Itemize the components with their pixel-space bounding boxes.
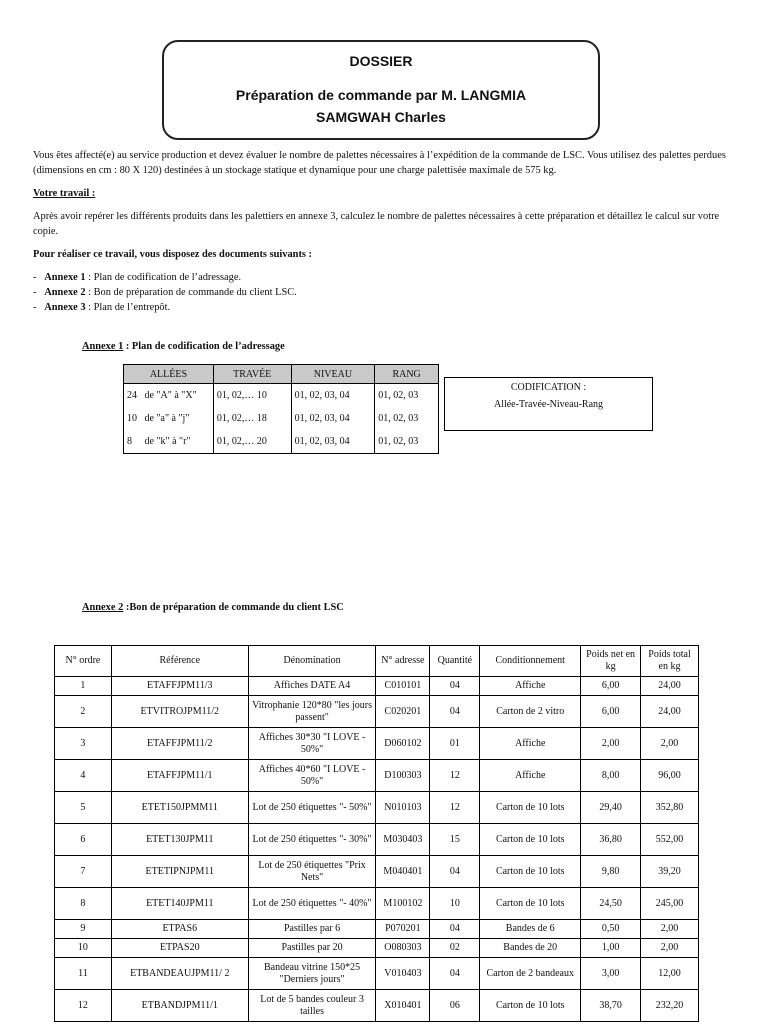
- table-cell: Vitrophanie 120*80 "les jours passent": [248, 696, 376, 728]
- table-cell: M100102: [376, 888, 430, 920]
- adressage-header-row: [124, 365, 439, 384]
- table-cell: 01, 02, 03: [375, 430, 439, 454]
- votre-travail-heading: Votre travail :: [33, 188, 96, 199]
- table-cell: Lot de 250 étiquettes "- 50%": [248, 792, 376, 824]
- table-cell: 36,80: [581, 824, 641, 856]
- table-cell: 7: [55, 856, 112, 888]
- table-cell: 245,00: [641, 888, 699, 920]
- header-cell: RANG: [375, 365, 439, 384]
- adressage-table: [123, 364, 439, 454]
- table-cell: 01, 02, 03, 04: [291, 407, 375, 430]
- table-cell: ETBANDJPM11/1: [111, 990, 248, 1022]
- table-cell: 15: [430, 824, 480, 856]
- table-cell: 06: [430, 990, 480, 1022]
- header-cell: Quantité: [430, 646, 480, 677]
- table-cell: 6,00: [581, 696, 641, 728]
- table-cell: 04: [430, 920, 480, 939]
- table-cell: P070201: [376, 920, 430, 939]
- table-cell: 24,50: [581, 888, 641, 920]
- table-cell: 01, 02, 03: [375, 384, 439, 408]
- table-cell: 01: [430, 728, 480, 760]
- table-cell: 12: [430, 760, 480, 792]
- table-cell: 10: [55, 939, 112, 958]
- table-row: [55, 920, 699, 939]
- table-row: [55, 696, 699, 728]
- table-cell: Lot de 250 étiquettes "- 40%": [248, 888, 376, 920]
- table-cell: 3: [55, 728, 112, 760]
- table-cell: 8,00: [581, 760, 641, 792]
- annexe1-title: [82, 339, 285, 354]
- header-cell: N° adresse: [376, 646, 430, 677]
- table-cell: ETVITROJPM11/2: [111, 696, 248, 728]
- table-row: [55, 760, 699, 792]
- annexe2-label: Annexe 2: [82, 602, 124, 613]
- table-cell: ETAFFJPM11/1: [111, 760, 248, 792]
- table-cell: Pastilles par 20: [248, 939, 376, 958]
- annexe2-title-text: :Bon de préparation de commande du client LSC: [123, 602, 344, 613]
- table-cell: Carton de 10 lots: [480, 792, 581, 824]
- table-cell: 4: [55, 760, 112, 792]
- table-cell: 552,00: [641, 824, 699, 856]
- documents-list: [33, 270, 297, 315]
- dossier-subtitle-line1: Préparation de commande par M. LANGMIA: [235, 87, 527, 103]
- adressage-row: [124, 384, 439, 408]
- header-cell: Conditionnement: [480, 646, 581, 677]
- intro-text-emphasis: expédition de la commande de LSC: [433, 150, 582, 161]
- intro-text-2: . Vous utilisez des palettes perdues (dimensions en cm : 80 X 120) destinées à un stockage statique et dynamique pour une charge palettisée maximale de 575 kg.: [33, 150, 726, 176]
- table-cell: 01, 02,… 10: [213, 384, 291, 408]
- table-row: [55, 990, 699, 1022]
- table-cell: 2,00: [641, 728, 699, 760]
- task-paragraph: Après avoir repérer les différents produits dans les palettiers en annexe 3, calculez le nombre de palettes nécessaires à cette préparation et détaillez le calcul sur votre copie.: [33, 211, 720, 237]
- table-cell: 01, 02, 03: [375, 407, 439, 430]
- table-cell: 29,40: [581, 792, 641, 824]
- table-cell: O080303: [376, 939, 430, 958]
- table-cell: 12: [430, 792, 480, 824]
- table-cell: 01, 02, 03, 04: [291, 384, 375, 408]
- table-cell: Affiches DATE A4: [248, 677, 376, 696]
- table-cell: D060102: [376, 728, 430, 760]
- table-cell: 8: [55, 888, 112, 920]
- table-cell: D100303: [376, 760, 430, 792]
- table-cell: N010103: [376, 792, 430, 824]
- annexe1-title-text: : Plan de codification de l’adressage: [123, 341, 285, 352]
- table-cell: ETET150JPMM11: [111, 792, 248, 824]
- table-cell: 02: [430, 939, 480, 958]
- table-cell: 5: [55, 792, 112, 824]
- documents-list-item: - Annexe 2 : Bon de préparation de commande du client LSC.: [33, 287, 297, 298]
- table-cell: Bandeau vitrine 150*25 "Derniers jours": [248, 958, 376, 990]
- table-cell: 1: [55, 677, 112, 696]
- table-cell: Pastilles par 6: [248, 920, 376, 939]
- table-cell: ETBANDEAUJPM11/ 2: [111, 958, 248, 990]
- table-cell: M040401: [376, 856, 430, 888]
- adressage-row: [124, 407, 439, 430]
- table-cell: 01, 02,… 18: [213, 407, 291, 430]
- table-row: [55, 792, 699, 824]
- header-cell: N° ordre: [55, 646, 112, 677]
- table-cell: 04: [430, 958, 480, 990]
- table-cell: ETPAS20: [111, 939, 248, 958]
- header-cell: Poids net en kg: [581, 646, 641, 677]
- annexe1-label: Annexe 1: [82, 341, 124, 352]
- order-header-row: [55, 646, 699, 677]
- table-cell: 2,00: [641, 920, 699, 939]
- table-cell: Carton de 2 vitro: [480, 696, 581, 728]
- table-cell: 24 de "A" à "X": [124, 384, 214, 408]
- table-cell: 24,00: [641, 696, 699, 728]
- table-cell: C010101: [376, 677, 430, 696]
- table-cell: 0,50: [581, 920, 641, 939]
- codification-value: Allée-Travée-Niveau-Rang: [493, 399, 604, 410]
- table-cell: 8 de "k" à "r": [124, 430, 214, 454]
- table-cell: V010403: [376, 958, 430, 990]
- table-cell: 9,80: [581, 856, 641, 888]
- table-cell: Affiche: [480, 760, 581, 792]
- table-cell: 2,00: [641, 939, 699, 958]
- table-row: [55, 856, 699, 888]
- table-cell: Lot de 250 étiquettes "Prix Nets": [248, 856, 376, 888]
- table-cell: ETAFFJPM11/3: [111, 677, 248, 696]
- table-row: [55, 958, 699, 990]
- table-cell: Affiche: [480, 677, 581, 696]
- documents-heading: Pour réaliser ce travail, vous disposez des documents suivants :: [33, 249, 313, 260]
- table-cell: 10: [430, 888, 480, 920]
- table-cell: Carton de 10 lots: [480, 824, 581, 856]
- table-cell: Affiche: [480, 728, 581, 760]
- header-cell: Dénomination: [248, 646, 376, 677]
- table-cell: 6,00: [581, 677, 641, 696]
- header-cell: Référence: [111, 646, 248, 677]
- table-cell: C020201: [376, 696, 430, 728]
- table-cell: Carton de 10 lots: [480, 888, 581, 920]
- table-row: [55, 939, 699, 958]
- header-cell: TRAVÉE: [213, 365, 291, 384]
- table-cell: Affiches 40*60 "I LOVE - 50%": [248, 760, 376, 792]
- table-cell: 2,00: [581, 728, 641, 760]
- dossier-subtitle: [164, 84, 598, 128]
- table-cell: 39,20: [641, 856, 699, 888]
- codification-title: CODIFICATION :: [510, 382, 587, 393]
- table-cell: ETET130JPM11: [111, 824, 248, 856]
- table-cell: 1,00: [581, 939, 641, 958]
- intro-paragraph: [33, 148, 741, 178]
- table-cell: Lot de 5 bandes couleur 3 tailles: [248, 990, 376, 1022]
- table-cell: 9: [55, 920, 112, 939]
- table-cell: Bandes de 6: [480, 920, 581, 939]
- table-cell: 6: [55, 824, 112, 856]
- header-cell: Poids total en kg: [641, 646, 699, 677]
- table-cell: 2: [55, 696, 112, 728]
- table-cell: 04: [430, 856, 480, 888]
- table-cell: 12,00: [641, 958, 699, 990]
- table-cell: ETAFFJPM11/2: [111, 728, 248, 760]
- documents-list-item: - Annexe 3 : Plan de l’entrepôt.: [33, 302, 171, 313]
- table-cell: Affiches 30*30 "I LOVE - 50%": [248, 728, 376, 760]
- header-cell: NIVEAU: [291, 365, 375, 384]
- dossier-heading: DOSSIER: [349, 53, 413, 69]
- table-cell: X010401: [376, 990, 430, 1022]
- table-cell: 01, 02,… 20: [213, 430, 291, 454]
- table-cell: Carton de 2 bandeaux: [480, 958, 581, 990]
- table-cell: ETPAS6: [111, 920, 248, 939]
- table-cell: 352,80: [641, 792, 699, 824]
- table-row: [55, 888, 699, 920]
- table-cell: 96,00: [641, 760, 699, 792]
- table-cell: Carton de 10 lots: [480, 990, 581, 1022]
- table-cell: 38,70: [581, 990, 641, 1022]
- table-cell: Bandes de 20: [480, 939, 581, 958]
- table-row: [55, 677, 699, 696]
- codification-box: [444, 377, 653, 431]
- table-cell: M030403: [376, 824, 430, 856]
- header-cell: ALLÉES: [124, 365, 214, 384]
- table-cell: 11: [55, 958, 112, 990]
- order-table: [54, 645, 699, 1022]
- table-cell: 24,00: [641, 677, 699, 696]
- table-cell: Lot de 250 étiquettes "- 30%": [248, 824, 376, 856]
- order-table-body: [55, 677, 699, 1022]
- table-cell: 3,00: [581, 958, 641, 990]
- table-cell: ETET140JPM11: [111, 888, 248, 920]
- table-cell: 04: [430, 677, 480, 696]
- table-cell: ETETIPNJPM11: [111, 856, 248, 888]
- intro-text-1: Vous êtes affecté(e) au service production et devez évaluer le nombre de palettes nécessaires à l’: [33, 150, 434, 161]
- table-cell: 04: [430, 696, 480, 728]
- table-cell: 232,20: [641, 990, 699, 1022]
- dossier-subtitle-line2: SAMGWAH Charles: [316, 109, 446, 125]
- adressage-row: [124, 430, 439, 454]
- table-cell: 12: [55, 990, 112, 1022]
- documents-list-item: - Annexe 1 : Plan de codification de l’adressage.: [33, 272, 242, 283]
- table-cell: Carton de 10 lots: [480, 856, 581, 888]
- dossier-title-box: [162, 40, 600, 140]
- table-cell: 10 de "a" à "j": [124, 407, 214, 430]
- table-cell: 01, 02, 03, 04: [291, 430, 375, 454]
- table-row: [55, 824, 699, 856]
- table-row: [55, 728, 699, 760]
- annexe2-title: [82, 600, 344, 615]
